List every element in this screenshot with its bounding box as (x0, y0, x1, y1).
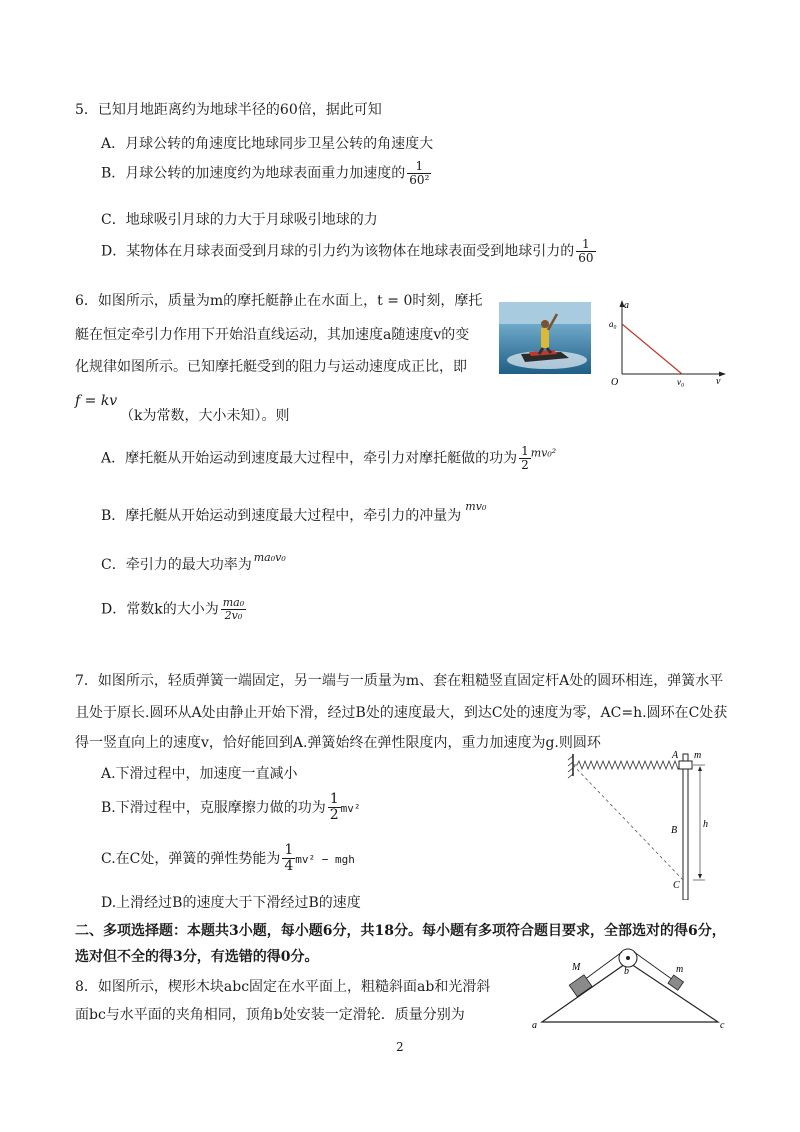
q8-wedge-figure (528, 944, 738, 1030)
fig-label-big-m: M (572, 962, 581, 973)
q6-line-2: 艇在恒定牵引力作用下开始沿直线运动，其加速度a随速度v的变 (75, 327, 470, 343)
q7-option-b: B.下滑过程中，克服摩擦力做的功为 $\frac{1}{2}$ mv² (101, 791, 361, 824)
fig-label-b: b (624, 966, 629, 977)
fig-label-h: h (703, 819, 708, 830)
q7-option-c: C.在C处，弹簧的弹性势能为 $\frac{1}{4}$ mv² − mgh (101, 842, 355, 875)
q5-option-a: A．月球公转的角速度比地球同步卫星公转的角速度大 (101, 136, 434, 152)
q5-option-c: C．地球吸引月球的力大于月球吸引地球的力 (101, 212, 378, 228)
q6-line-1: 6．如图所示，质量为m的摩托艇静止在水面上，t = 0时刻，摩托 (75, 293, 483, 309)
graph-v0: v₀ (677, 377, 685, 387)
q7-option-d: D.上滑经过B的速度大于下滑经过B的速度 (101, 895, 361, 911)
section-2-header-line-1: 二、多项选择题：本题共3小题，每小题6分，共18分。每小题有多项符合题目要求，全部选对的得6分， (75, 923, 726, 939)
q6-formula: f = kv (75, 393, 118, 409)
graph-origin: O (611, 377, 619, 388)
q6-option-a: A．摩托艇从开始运动到速度最大过程中，牵引力对摩托艇做的功为 $\frac{1}{2}$ $^{mv_0^2}$ (101, 444, 557, 473)
q7-spring-figure (565, 740, 735, 900)
q5-stem: 5．已知月地距离约为地球半径的60倍，据此可知 (75, 102, 382, 118)
fig-label-a: a (532, 1020, 537, 1030)
q8-line-2: 面bc与水平面的夹角相同，顶角b处安装一定滑轮．质量分别为 (75, 1007, 465, 1023)
fig-label-m: m (694, 750, 702, 761)
q8-line-1: 8．如图所示，楔形木块abc固定在水平面上，粗糙斜面ab和光滑斜 (75, 979, 491, 995)
q6-note: （k为常数，大小未知）。则 (120, 408, 290, 424)
q6-av-graph (600, 296, 730, 388)
q6-line-3: 化规律如图所示。已知摩托艇受到的阻力与运动速度成正比，即 (75, 359, 467, 375)
section-2-header-line-2: 选对但不全的得3分，有选错的得0分。 (75, 949, 319, 965)
graph-y-label: a (624, 300, 629, 311)
graph-x-label: v (716, 376, 721, 387)
q7-line-3: 得一竖直向上的速度v，恰好能回到A.弹簧始终在弹性限度内，重力加速度为g.则圆环 (75, 735, 601, 751)
q7-option-a: A.下滑过程中，加速度一直减小 (101, 766, 298, 782)
q6-option-b: B．摩托艇从开始运动到速度最大过程中，牵引力的冲量为$^{mv_0}$ (101, 500, 487, 524)
graph-a0: a₀ (609, 319, 617, 329)
fig-label-small-m: m (676, 964, 684, 975)
fig-label-a: A (672, 750, 679, 761)
q6-option-d: D．常数k的大小为 $\frac{\text{ma₀}}{\text{2v₀}}$ (101, 596, 245, 623)
page-number: 2 (396, 1040, 404, 1054)
jet-ski-photo (499, 302, 591, 374)
fig-label-c: C (673, 880, 680, 891)
fig-label-b: B (671, 825, 678, 836)
q7-line-1: 7．如图所示，轻质弹簧一端固定，另一端与一质量为m、套在粗糙竖直固定杆A处的圆环相连，弹簧水平 (75, 673, 724, 689)
q6-option-c: C．牵引力的最大功率为 $^{ma_0v_0}$ (101, 551, 286, 573)
q5-option-d: D．某物体在月球表面受到月球的引力约为该物体在地球表面受到地球引力的 $\frac{1}{60}$ (101, 237, 594, 266)
q7-line-2: 且处于原长.圆环从A处由静止开始下滑，经过B处的速度最大，到达C处的速度为零，AC=h.圆环在C处获 (75, 705, 728, 721)
q5-option-b: B．月球公转的加速度约为地球表面重力加速度的 $\frac{1}{\text{60²}}$ (101, 159, 430, 188)
fig-label-c: c (720, 1020, 725, 1030)
